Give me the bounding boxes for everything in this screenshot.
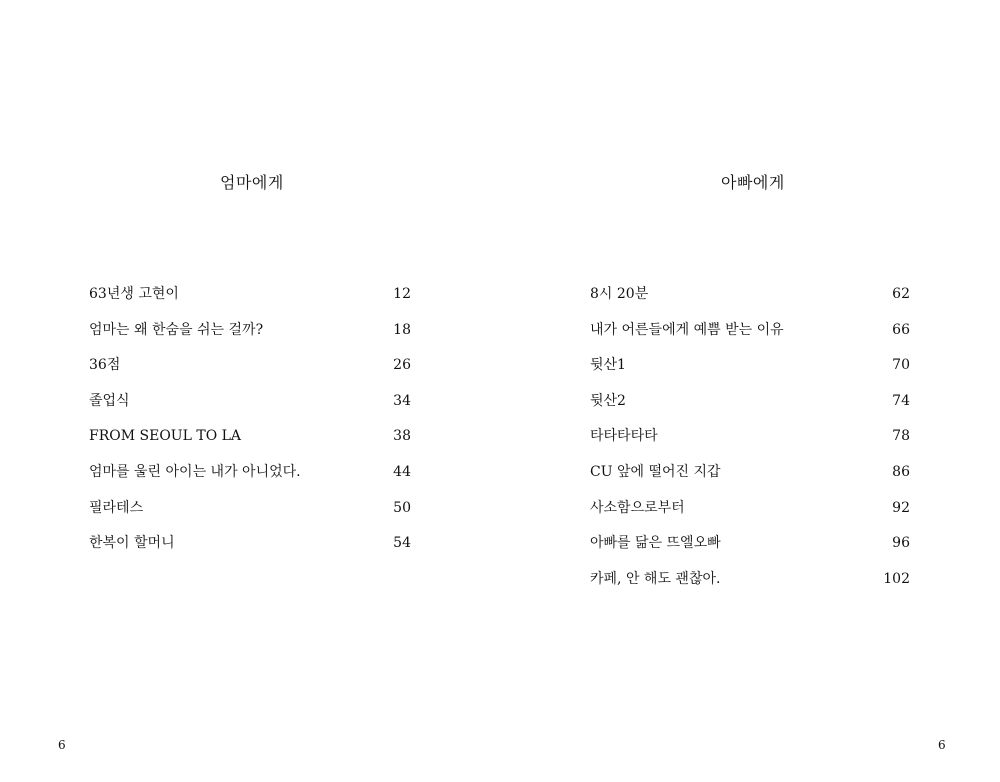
toc-entry-page: 62: [892, 286, 910, 302]
toc-entry-title: 뒷산1: [590, 357, 626, 374]
section-title-text: 아빠에게: [721, 173, 785, 192]
toc-entry-page: 92: [892, 499, 910, 516]
toc-entry-page: 102: [883, 570, 910, 587]
toc-entry-page: 26: [393, 357, 411, 374]
toc-list-right: [590, 280, 910, 600]
toc-entry-page: 54: [393, 535, 411, 552]
toc-entry-page: 96: [892, 535, 910, 552]
toc-entry[interactable]: [89, 529, 411, 565]
toc-entry-page: 12: [393, 286, 411, 302]
toc-entry-page: 66: [892, 321, 910, 338]
right-page: [500, 0, 1000, 782]
toc-entry-title: 엄마는 왜 한숨을 쉬는 걸까?: [89, 321, 264, 338]
toc-entry[interactable]: [590, 529, 910, 565]
toc-entry-title: 타타타타타: [590, 428, 658, 445]
toc-entry[interactable]: [590, 494, 910, 530]
toc-entry-title: 내가 어른들에게 예쁨 받는 이유: [590, 321, 784, 338]
toc-entry[interactable]: [89, 351, 411, 387]
toc-entry-title: 사소함으로부터: [590, 499, 685, 516]
toc-entry[interactable]: [590, 280, 910, 316]
toc-entry-page: 38: [393, 428, 411, 445]
toc-entry-title: 아빠를 닮은 뜨엘오빠: [590, 535, 721, 552]
toc-entry-page: 34: [393, 392, 411, 409]
toc-entry-title: 8시 20분: [590, 286, 649, 302]
toc-entry-title: 63년생 고현이: [89, 286, 179, 302]
toc-entry[interactable]: [89, 422, 411, 458]
page-number-left: 6: [58, 738, 66, 752]
toc-entry-page: 86: [892, 463, 910, 480]
toc-entry-title: 뒷산2: [590, 392, 626, 409]
toc-entry[interactable]: [89, 458, 411, 494]
toc-entry[interactable]: [590, 387, 910, 423]
toc-entry-title: 카페, 안 해도 괜찮아.: [590, 570, 721, 587]
toc-entry-title: 한복이 할머니: [89, 535, 175, 552]
toc-entry[interactable]: [590, 458, 910, 494]
toc-entry-page: 78: [892, 428, 910, 445]
toc-entry-page: 44: [393, 463, 411, 480]
toc-entry[interactable]: [89, 387, 411, 423]
toc-entry[interactable]: [89, 494, 411, 530]
toc-entry-page: 70: [892, 357, 910, 374]
toc-entry[interactable]: [590, 565, 910, 601]
toc-entry-title: 필라테스: [89, 499, 144, 516]
toc-list-left: [89, 280, 411, 565]
toc-entry-title: 졸업식: [89, 392, 130, 409]
toc-entry[interactable]: [590, 316, 910, 352]
toc-entry[interactable]: [89, 280, 411, 316]
toc-entry[interactable]: [590, 422, 910, 458]
toc-entry-title: CU 앞에 떨어진 지갑: [590, 463, 721, 480]
toc-entry-title: FROM SEOUL TO LA: [89, 428, 242, 445]
toc-entry-title: 36점: [89, 357, 121, 374]
section-title-text: 엄마에게: [220, 173, 284, 192]
toc-entry-page: 74: [892, 392, 910, 409]
page-number-right: 6: [938, 738, 946, 752]
toc-entry-page: 18: [393, 321, 411, 338]
toc-entry[interactable]: [89, 316, 411, 352]
toc-entry-title: 엄마를 울린 아이는 내가 아니었다.: [89, 463, 301, 480]
toc-entry[interactable]: [590, 351, 910, 387]
toc-entry-page: 50: [393, 499, 411, 516]
